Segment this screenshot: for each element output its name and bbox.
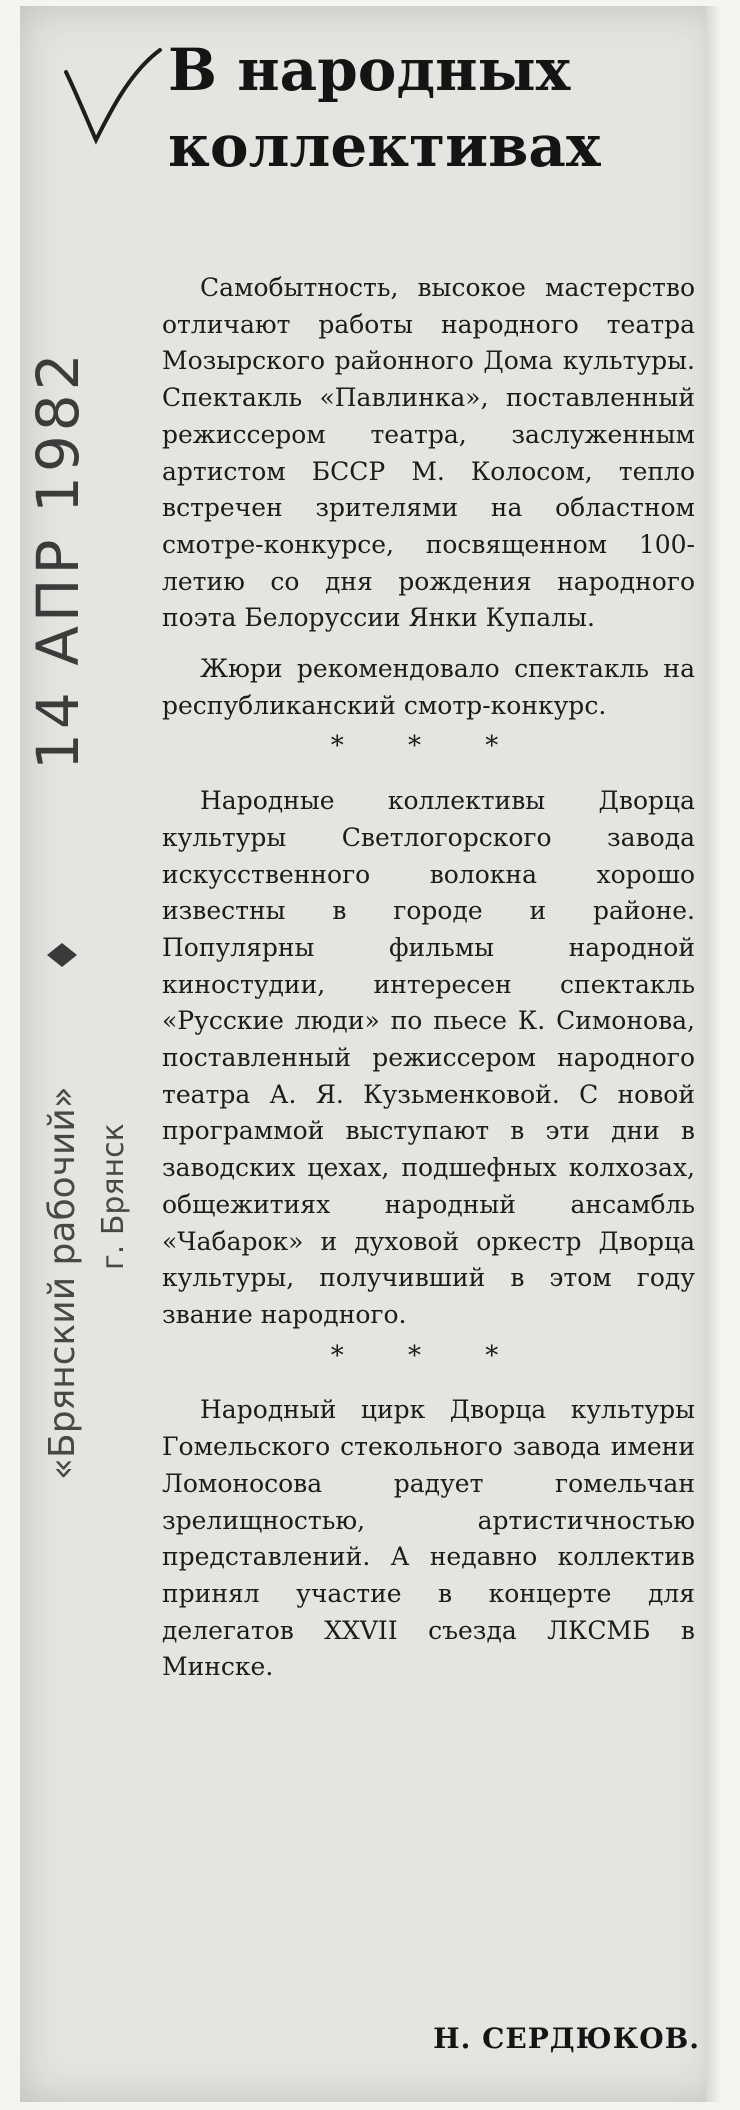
author-signature: Н. СЕРДЮКОВ. [433, 2022, 700, 2055]
paragraph-4: Народный цирк Дворца культуры Гомельского стекольного завода имени Ломоносова радует гомельчан зрелищностью, артистичностью представлений. А недавно коллектив принял участие в концерте для делегатов XXVII съезда ЛКСМБ в Минске. [162, 1395, 695, 1682]
paragraph-1: Самобытность, высокое мастерство отличают работы народного театра Мозырского районного Дома культуры. Спектакль «Павлинка», поставленный режиссером театра, заслуженным артистом БССР М. Колосом, тепло встречен зрителями на областном смотре-конкурсе, посвященном 100-летию со дня рождения народного поэта Белоруссии Янки Купалы. [162, 273, 695, 633]
check-mark-icon [58, 42, 168, 152]
paragraph-3: Народные коллективы Дворца культуры Светлогорского завода искусственного волокна хорошо известны в городе и районе. Популярны фильмы народной киностудии, интересен спектакль «Русские люди» по пьесе К. Симонова, поставленный режиссером народного театра А. Я. Кузьменковой. С новой программой выступают в эти дни в заводских цехах, подшефных колхозах, общежитиях народный ансамбль «Чабарок» и духовой оркестр Дворца культуры, получивший в этом году звание народного. [162, 786, 695, 1329]
date-stamp: 14 АПР 1982 [24, 349, 92, 770]
clipping-edge [706, 6, 720, 2102]
article-headline: В народных коллективах [168, 36, 601, 180]
section-separator-1: * * * [330, 731, 527, 762]
article-body [162, 270, 695, 1686]
section-separator-2: * * * [330, 1340, 527, 1371]
paragraph-2: Жюри рекомендовало спектакль на республиканский смотр-конкурс. [162, 654, 695, 720]
newspaper-name-stamp: «Брянский рабочий» [42, 1086, 83, 1480]
city-stamp: г. Брянск [96, 1123, 131, 1270]
